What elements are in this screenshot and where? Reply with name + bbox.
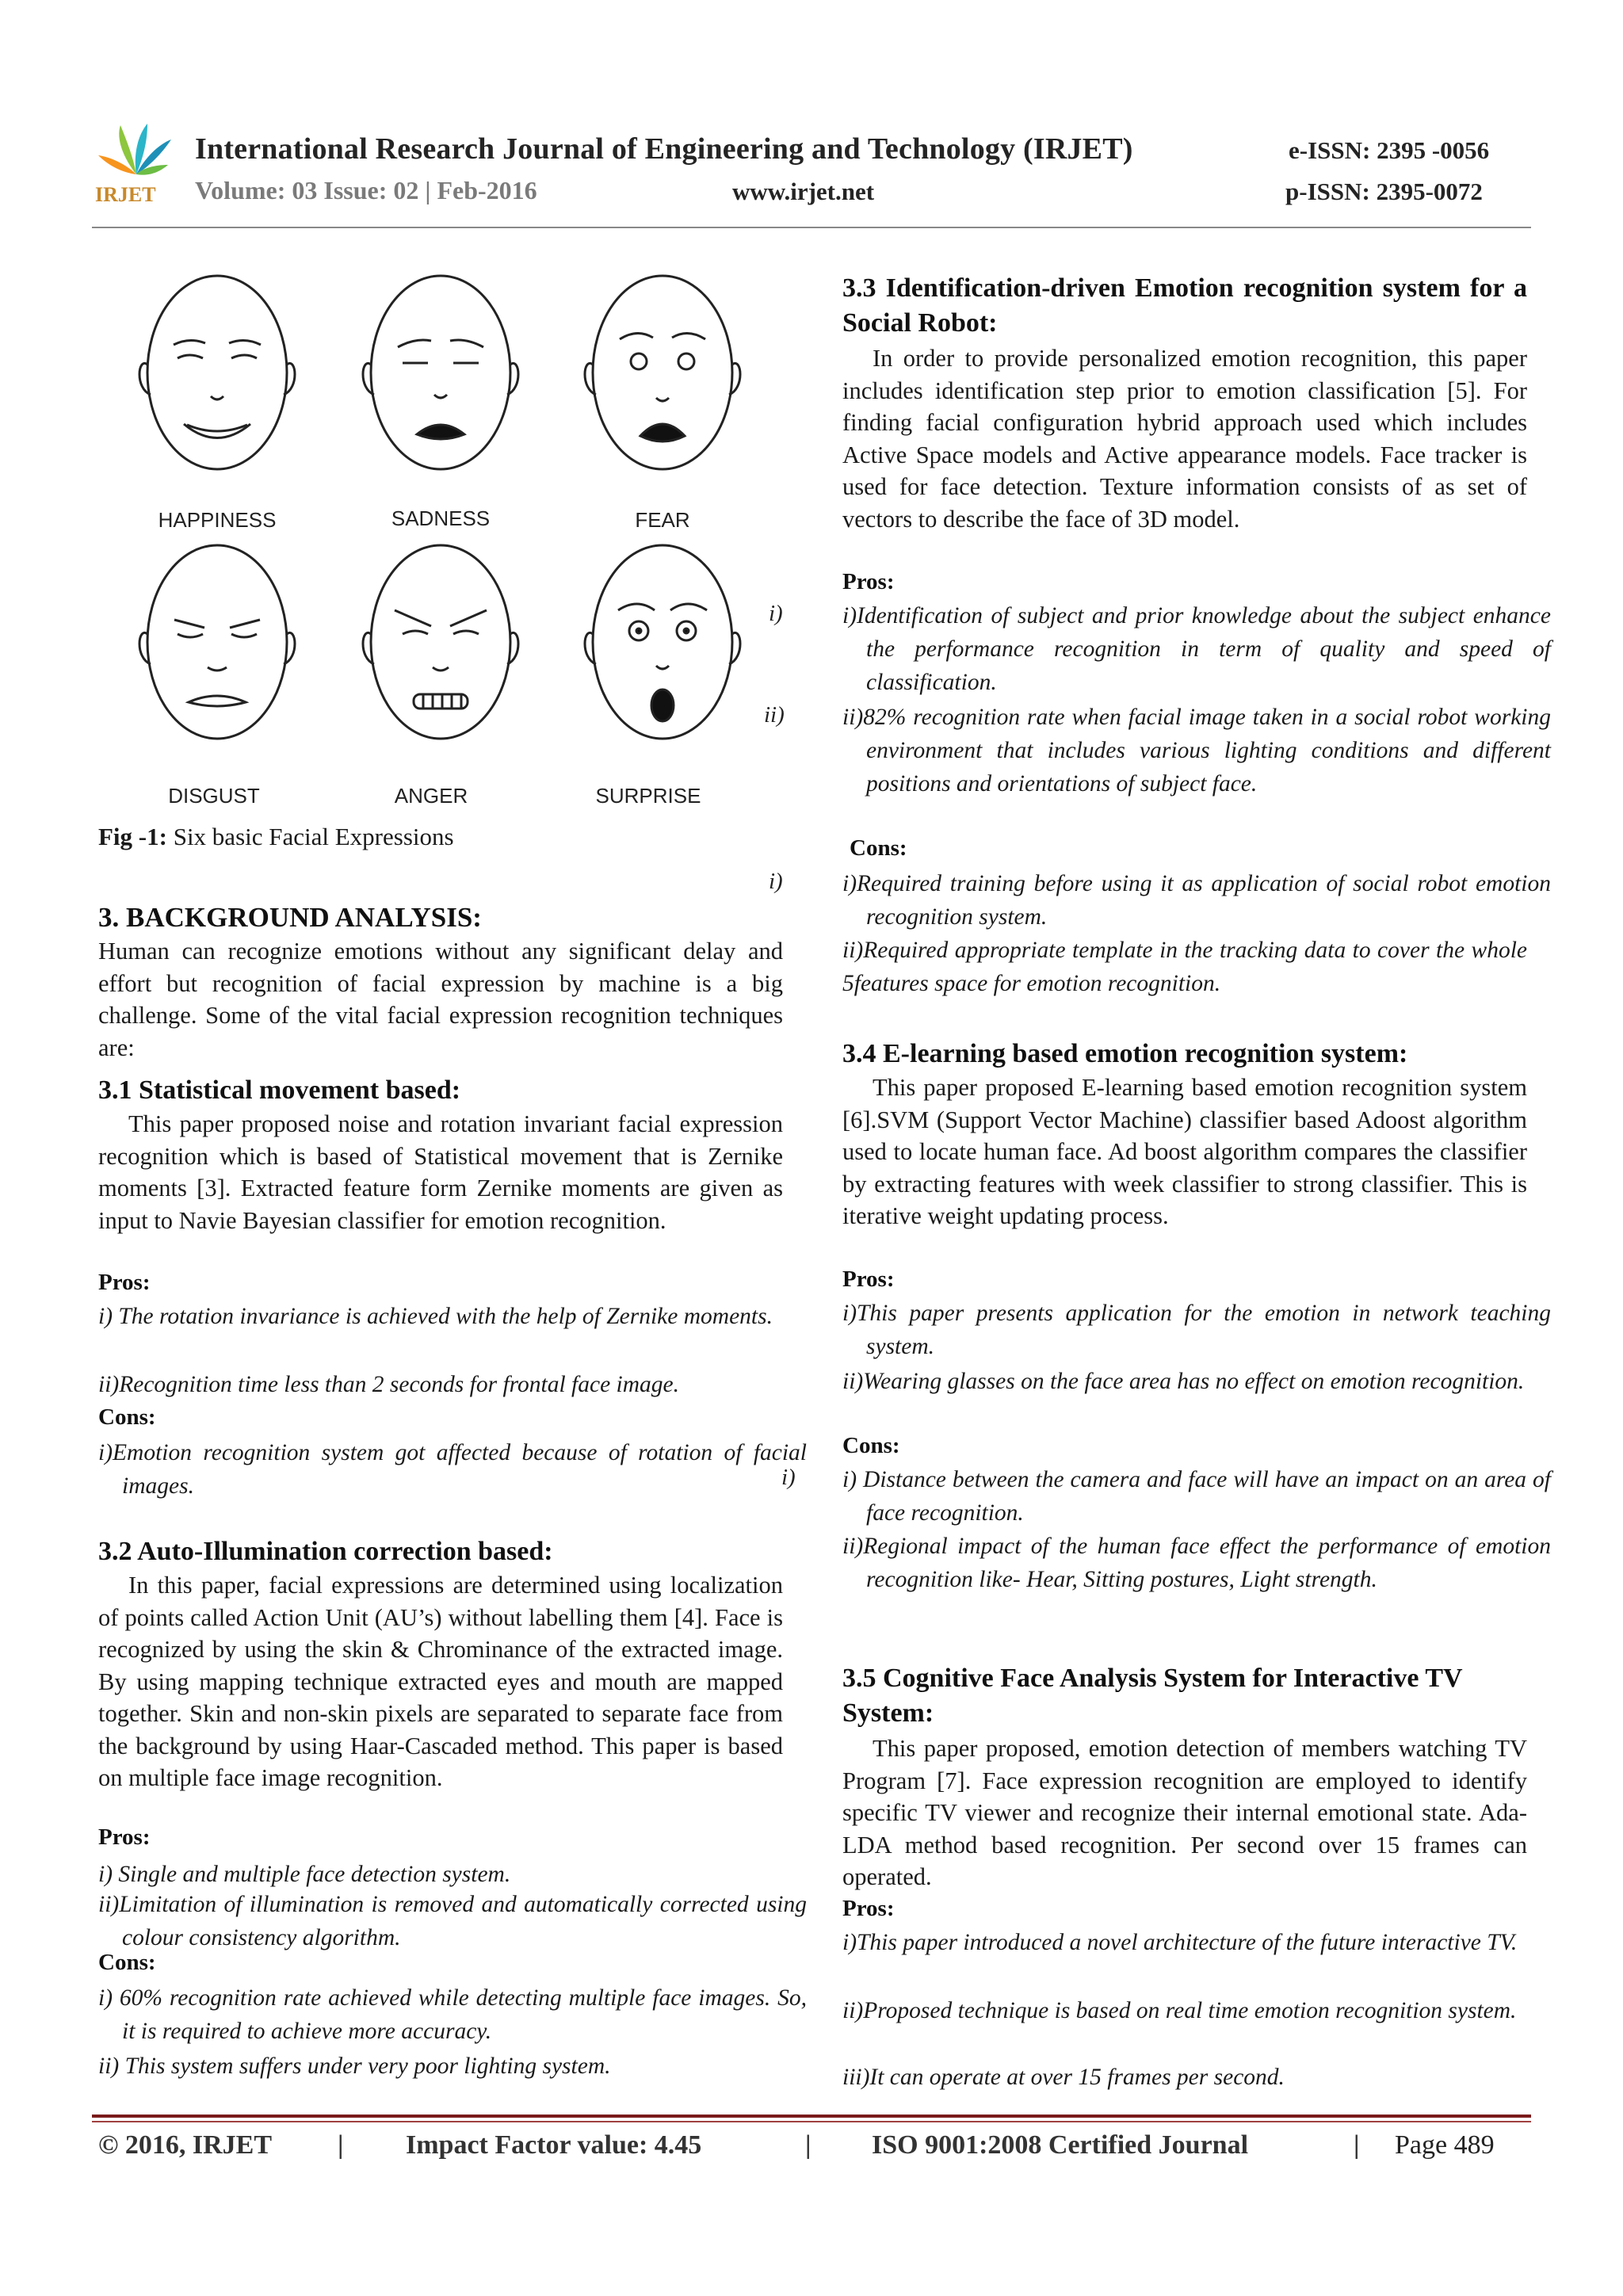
irjet-logo (92, 119, 181, 208)
label-disgust: DISGUST (168, 784, 260, 808)
gutter-marker: i) (781, 1465, 796, 1490)
s31-pro-1: i) The rotation invariance is achieved with the help of Zernike moments. (98, 1304, 773, 1329)
s35-pro-1: i)This paper introduced a novel architecture of the future interactive TV. (842, 1930, 1518, 1955)
facial-expressions-figure (98, 262, 792, 824)
s35-body: This paper proposed, emotion detection of members watching TV Program [7]. Face expression recognition are employed to identify specific TV viewer and recognize their internal emotional state. Ada-LDA method based recognition. Per second over 15 frames can operated. (842, 1735, 1527, 1890)
s33-body: In order to provide personalized emotion recognition, this paper includes identification step prior to emotion classification [5]. For finding facial configuration hybrid approach used which includes Active Space models and Active appearance models. Face tracker is used for face detection. Texture information consists of as set of vectors to describe the face of 3D model. (842, 345, 1527, 533)
s34-con-1: i) Distance between the camera and face will have an impact on an area of face recognition. (842, 1467, 1551, 1526)
footer-separator: | (338, 2130, 344, 2160)
face-fear (585, 276, 740, 469)
eissn: e-ISSN: 2395 -0056 (1289, 136, 1490, 164)
s34-pro-1: i)This paper presents application for the emotion in network teaching system. (842, 1301, 1551, 1359)
s32-body: In this paper, facial expressions are determined using localization of points called Action Unit (AU’s) without labelling them [4]. Face is recognized by using the skin & Chrominance of the extracted image. By using mapping technique extracted eyes and mouth are mapped together. Skin and non-skin pixels are separated to separate face from the background by using Haar-Cascaded method. This paper is based on multiple face image recognition. (98, 1572, 783, 1791)
s34-title: 3.4 E-learning based emotion recognition system: (842, 1039, 1408, 1068)
footer-divider (92, 2115, 1531, 2118)
s33-title: 3.3 Identification-driven Emotion recognition system for a Social Robot: (842, 273, 1527, 338)
footer-separator: | (1354, 2130, 1360, 2160)
footer-copyright: © 2016, IRJET (98, 2130, 273, 2160)
s34-pro-2: ii)Wearing glasses on the face area has no effect on emotion recognition. (842, 1369, 1525, 1394)
face-sadness (363, 276, 518, 469)
s33-con-1: i)Required training before using it as application of social robot emotion recognition system. (842, 871, 1551, 930)
gutter-marker: i) (769, 869, 783, 894)
s32-pros-label: Pros: (98, 1824, 151, 1850)
s31-cons-label: Cons: (98, 1404, 156, 1430)
s35-pros-label: Pros: (842, 1896, 895, 1921)
s35-pro-3: iii)It can operate at over 15 frames per second. (842, 2065, 1285, 2090)
footer-divider-thin (92, 2121, 1531, 2122)
s31-pro-2: ii)Recognition time less than 2 seconds for frontal face image. (98, 1372, 680, 1397)
section-intro: Human can recognize emotions without any significant delay and effort but recognition of facial expression by machine is a big challenge. Some of the vital facial expression recognition techniques are: (98, 938, 783, 1061)
volume-issue: Volume: 03 Issue: 02 | Feb-2016 (195, 176, 537, 204)
s32-title: 3.2 Auto-Illumination correction based: (98, 1537, 553, 1566)
gutter-marker: i) (769, 601, 783, 626)
label-fear: FEAR (635, 508, 690, 532)
s32-cons-label: Cons: (98, 1950, 156, 1975)
website-link[interactable]: www.irjet.net (732, 178, 875, 205)
gutter-marker: ii) (764, 702, 785, 728)
face-disgust (139, 545, 295, 739)
label-surprise: SURPRISE (595, 784, 701, 808)
journal-title: International Research Journal of Engineering and Technology (IRJET) (195, 132, 1133, 166)
footer-impact-factor: Impact Factor value: 4.45 (406, 2130, 702, 2160)
figure-caption (98, 823, 454, 851)
figure-caption-text: Six basic Facial Expressions (166, 823, 454, 850)
s33-pro-1: i)Identification of subject and prior knowledge about the subject enhance the performance recognition in term of quality and speed of classification. (842, 603, 1551, 695)
section-title: 3. BACKGROUND ANALYSIS: (98, 902, 482, 933)
label-happiness: HAPPINESS (158, 508, 277, 532)
s34-cons-label: Cons: (842, 1433, 900, 1458)
s34-body: This paper proposed E-learning based emotion recognition system [6].SVM (Support Vector Machine) classifier based Adoost algorithm used to locate human face. Ad boost algorithm compares the classifier by extracting features with week classifier to strong classifier. This is iterative weight updating process. (842, 1074, 1527, 1229)
s31-pros-label: Pros: (98, 1270, 151, 1295)
page-number: Page 489 (1395, 2130, 1495, 2160)
figure-caption-prefix: Fig -1: (98, 823, 167, 850)
s34-pros-label: Pros: (842, 1266, 895, 1292)
s33-pros-label: Pros: (842, 569, 895, 594)
s33-cons-label: Cons: (850, 835, 907, 861)
s32-con-1: i) 60% recognition rate achieved while detecting multiple face images. So, it is required to achieve more accuracy. (98, 1985, 807, 2044)
label-sadness: SADNESS (391, 506, 491, 530)
face-anger (363, 545, 518, 739)
s32-con-2: ii) This system suffers under very poor lighting system. (98, 2053, 611, 2079)
s31-body: This paper proposed noise and rotation invariant facial expression recognition which is based of Statistical movement that is Zernike moments [3]. Extracted feature form Zernike moments are given as input to Navie Bayesian classifier for emotion recognition. (98, 1110, 783, 1234)
label-anger: ANGER (394, 784, 468, 808)
s31-title: 3.1 Statistical movement based: (98, 1075, 461, 1105)
s33-pro-2: ii)82% recognition rate when facial image taken in a social robot working environment that includes various lighting conditions and different positions and orientations of subject face. (842, 705, 1551, 797)
face-surprise (585, 545, 740, 739)
s32-pro-1: i) Single and multiple face detection system. (98, 1862, 511, 1887)
s35-pro-2: ii)Proposed technique is based on real time emotion recognition system. (842, 1998, 1517, 2023)
logo-text: IRJET (95, 183, 156, 206)
pissn: p-ISSN: 2395-0072 (1285, 178, 1483, 205)
s32-pro-2: ii)Limitation of illumination is removed and automatically corrected using colour consistency algorithm. (98, 1892, 807, 1950)
s34-con-2: ii)Regional impact of the human face effect the performance of emotion recognition like- Hear, Sitting postures, Light strength. (842, 1534, 1551, 1592)
face-happiness (139, 276, 295, 469)
footer-separator: | (805, 2130, 812, 2160)
s35-title: 3.5 Cognitive Face Analysis System for Interactive TV System: (842, 1664, 1462, 1728)
header-divider (92, 227, 1531, 228)
s33-con-2: ii)Required appropriate template in the tracking data to cover the whole 5features space for emotion recognition. (842, 938, 1527, 996)
s31-con-1: i)Emotion recognition system got affected because of rotation of facial images. (98, 1440, 807, 1499)
footer-iso: ISO 9001:2008 Certified Journal (872, 2130, 1249, 2160)
